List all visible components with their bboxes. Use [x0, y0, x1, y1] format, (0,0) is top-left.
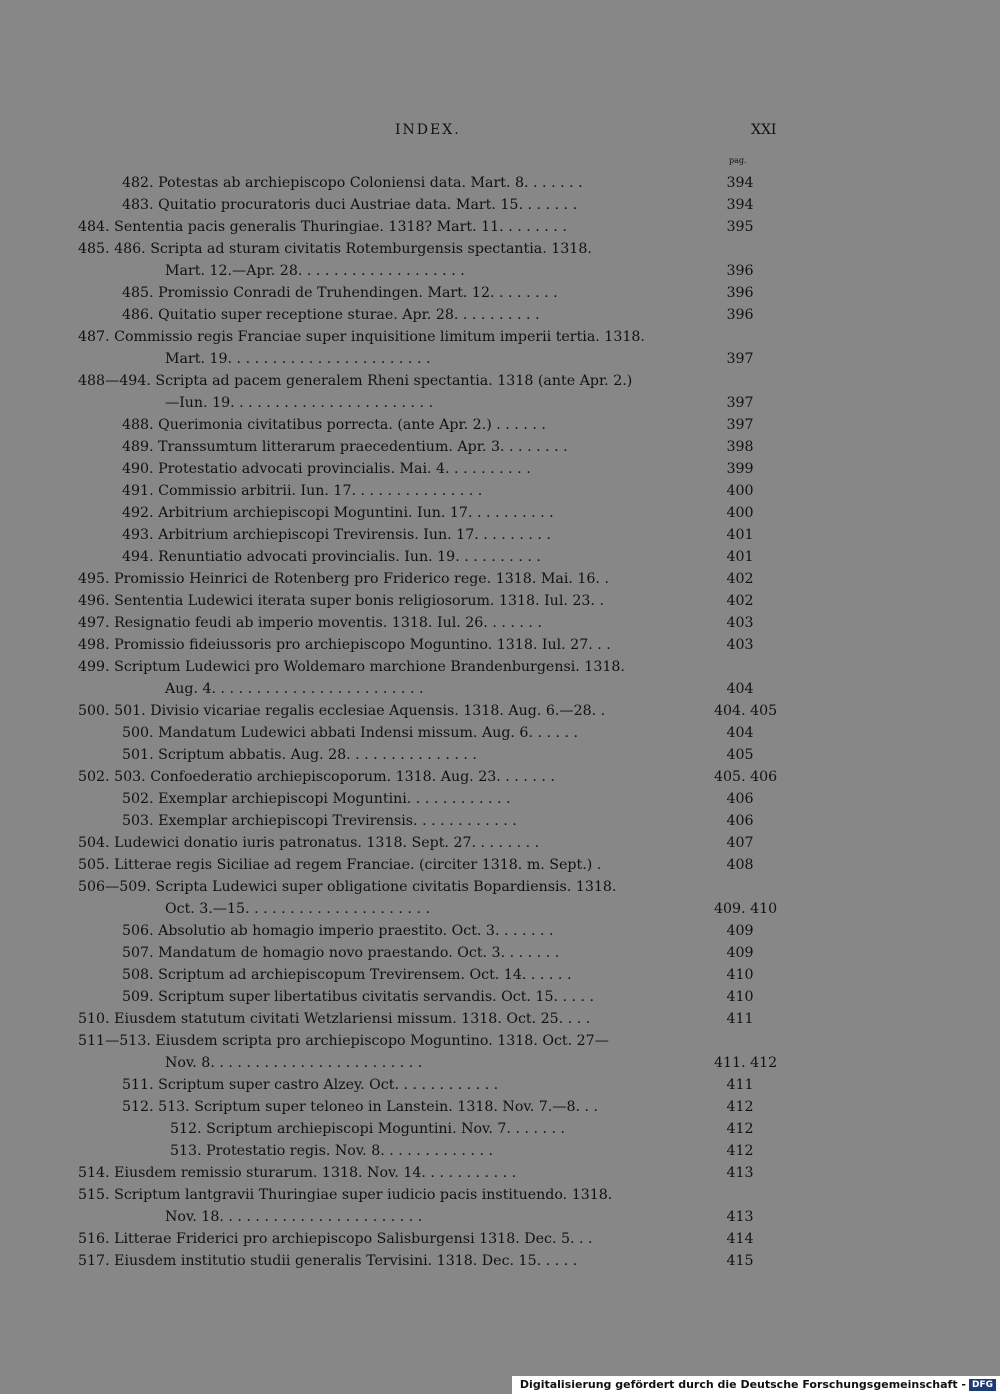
entry-page: 401	[726, 549, 754, 565]
entry-page: 412	[726, 1121, 754, 1137]
index-entry	[0, 1140, 1000, 1162]
index-entry	[0, 392, 1000, 414]
entry-text: 502. Exemplar archiepiscopi Moguntini. . . . . . . . . . . .	[122, 791, 511, 807]
entry-text: Aug. 4. . . . . . . . . . . . . . . . . . . . . . . .	[165, 681, 424, 697]
entry-page: 412	[726, 1099, 754, 1115]
entry-text: 499. Scriptum Ludewici pro Woldemaro marchione Brandenburgensi. 1318.	[78, 659, 625, 675]
entry-page: 401	[726, 527, 754, 543]
entry-page: 415	[726, 1253, 754, 1269]
index-entry	[0, 876, 1000, 898]
entry-text: 506—509. Scripta Ludewici super obligatione civitatis Bopardiensis. 1318.	[78, 879, 617, 895]
pag-column-label: pag.	[729, 156, 747, 165]
index-entry	[0, 986, 1000, 1008]
entry-text: 494. Renuntiatio advocati provincialis. Iun. 19. . . . . . . . . .	[122, 549, 541, 565]
entry-page: 402	[726, 571, 754, 587]
index-entry	[0, 348, 1000, 370]
index-entry	[0, 260, 1000, 282]
entry-text: 511. Scriptum super castro Alzey. Oct. . . . . . . . . . . .	[122, 1077, 499, 1093]
entry-page: 394	[726, 175, 754, 191]
entry-text: 510. Eiusdem statutum civitati Wetzlariensi missum. 1318. Oct. 25. . . .	[78, 1011, 591, 1027]
entry-page: 413	[726, 1165, 754, 1181]
index-entry	[0, 854, 1000, 876]
index-entry	[0, 282, 1000, 304]
entry-page: 405. 406	[714, 769, 778, 785]
entry-page: 414	[726, 1231, 754, 1247]
entry-text: 517. Eiusdem institutio studii generalis Tervisini. 1318. Dec. 15. . . . .	[78, 1253, 578, 1269]
entry-page: 413	[726, 1209, 754, 1225]
index-entry	[0, 920, 1000, 942]
index-entry	[0, 1074, 1000, 1096]
entry-text: 509. Scriptum super libertatibus civitatis servandis. Oct. 15. . . . .	[122, 989, 595, 1005]
entry-text: 491. Commissio arbitrii. Iun. 17. . . . . . . . . . . . . . .	[122, 483, 483, 499]
entry-text: 488—494. Scripta ad pacem generalem Rheni spectantia. 1318 (ante Apr. 2.)	[78, 373, 633, 389]
page-number: XXI	[751, 122, 777, 138]
entry-text: 514. Eiusdem remissio sturarum. 1318. Nov. 14. . . . . . . . . . .	[78, 1165, 517, 1181]
entry-page: 402	[726, 593, 754, 609]
entry-page: 412	[726, 1143, 754, 1159]
entry-text: 485. 486. Scripta ad sturam civitatis Rotemburgensis spectantia. 1318.	[78, 241, 592, 257]
entry-text: —Iun. 19. . . . . . . . . . . . . . . . . . . . . . .	[165, 395, 434, 411]
entry-page: 406	[726, 791, 754, 807]
entry-text: 506. Absolutio ab homagio imperio praestito. Oct. 3. . . . . . .	[122, 923, 554, 939]
entry-text: 483. Quitatio procuratoris duci Austriae data. Mart. 15. . . . . . .	[122, 197, 578, 213]
index-entry	[0, 414, 1000, 436]
entry-page: 395	[726, 219, 754, 235]
entry-text: 484. Sententia pacis generalis Thuringiae. 1318? Mart. 11. . . . . . . .	[78, 219, 567, 235]
entry-page: 396	[726, 263, 754, 279]
entry-text: 493. Arbitrium archiepiscopi Trevirensis. Iun. 17. . . . . . . . .	[122, 527, 551, 543]
index-entry	[0, 524, 1000, 546]
entry-text: 503. Exemplar archiepiscopi Trevirensis. . . . . . . . . . . .	[122, 813, 517, 829]
entry-text: 490. Protestatio advocati provincialis. Mai. 4. . . . . . . . . .	[122, 461, 531, 477]
entry-page: 411	[726, 1011, 754, 1027]
entry-text: Oct. 3.—15. . . . . . . . . . . . . . . . . . . . .	[165, 901, 430, 917]
entry-text: Nov. 8. . . . . . . . . . . . . . . . . . . . . . . .	[165, 1055, 423, 1071]
index-entry	[0, 304, 1000, 326]
entry-page: 404	[726, 725, 754, 741]
index-entry	[0, 1206, 1000, 1228]
entry-text: 512. 513. Scriptum super teloneo in Lanstein. 1318. Nov. 7.—8. . .	[122, 1099, 599, 1115]
index-entries	[0, 172, 1000, 1272]
index-entry	[0, 898, 1000, 920]
index-entry	[0, 590, 1000, 612]
entry-text: 516. Litterae Friderici pro archiepiscopo Salisburgensi 1318. Dec. 5. . .	[78, 1231, 593, 1247]
entry-page: 404	[726, 681, 754, 697]
index-entry	[0, 612, 1000, 634]
entry-text: 495. Promissio Heinrici de Rotenberg pro Friderico rege. 1318. Mai. 16. .	[78, 571, 609, 587]
entry-page: 400	[726, 483, 754, 499]
index-entry	[0, 172, 1000, 194]
entry-page: 400	[726, 505, 754, 521]
entry-text: 489. Transsumtum litterarum praecedentium. Apr. 3. . . . . . . .	[122, 439, 568, 455]
index-entry	[0, 436, 1000, 458]
entry-page: 411	[726, 1077, 754, 1093]
index-entry	[0, 216, 1000, 238]
entry-text: 513. Protestatio regis. Nov. 8. . . . . . . . . . . . .	[170, 1143, 493, 1159]
entry-page: 409. 410	[714, 901, 778, 917]
index-entry	[0, 942, 1000, 964]
index-entry	[0, 1030, 1000, 1052]
index-entry	[0, 370, 1000, 392]
index-entry	[0, 810, 1000, 832]
entry-text: 486. Quitatio super receptione sturae. Apr. 28. . . . . . . . . .	[122, 307, 540, 323]
entry-text: 502. 503. Confoederatio archiepiscoporum. 1318. Aug. 23. . . . . . .	[78, 769, 555, 785]
funding-footer	[512, 1376, 1000, 1394]
index-entry	[0, 238, 1000, 260]
index-entry	[0, 1250, 1000, 1272]
entry-page: 396	[726, 307, 754, 323]
index-entry	[0, 326, 1000, 348]
index-entry	[0, 656, 1000, 678]
index-entry	[0, 194, 1000, 216]
entry-text: 515. Scriptum lantgravii Thuringiae super iudicio pacis instituendo. 1318.	[78, 1187, 613, 1203]
footer-text: Digitalisierung gefördert durch die Deutsche Forschungsgemeinschaft -	[519, 1378, 966, 1391]
index-entry	[0, 722, 1000, 744]
entry-text: 507. Mandatum de homagio novo praestando. Oct. 3. . . . . . .	[122, 945, 560, 961]
index-entry	[0, 678, 1000, 700]
entry-page: 409	[726, 945, 754, 961]
dfg-logo-icon: DFG	[969, 1379, 996, 1391]
index-entry	[0, 744, 1000, 766]
index-entry	[0, 546, 1000, 568]
entry-page: 399	[726, 461, 754, 477]
index-entry	[0, 1184, 1000, 1206]
index-entry	[0, 1228, 1000, 1250]
entry-page: 405	[726, 747, 754, 763]
entry-text: 487. Commissio regis Franciae super inquisitione limitum imperii tertia. 1318.	[78, 329, 645, 345]
entry-text: 511—513. Eiusdem scripta pro archiepiscopo Moguntino. 1318. Oct. 27—	[78, 1033, 609, 1049]
entry-text: 504. Ludewici donatio iuris patronatus. 1318. Sept. 27. . . . . . . .	[78, 835, 540, 851]
entry-page: 397	[726, 395, 754, 411]
entry-page: 406	[726, 813, 754, 829]
entry-text: 497. Resignatio feudi ab imperio moventis. 1318. Iul. 26. . . . . . .	[78, 615, 542, 631]
entry-text: 512. Scriptum archiepiscopi Moguntini. Nov. 7. . . . . . .	[170, 1121, 566, 1137]
entry-text: 488. Querimonia civitatibus porrecta. (ante Apr. 2.) . . . . . .	[122, 417, 546, 433]
entry-page: 398	[726, 439, 754, 455]
entry-page: 403	[726, 637, 754, 653]
entry-page: 410	[726, 967, 754, 983]
entry-text: 496. Sententia Ludewici iterata super bonis religiosorum. 1318. Iul. 23. .	[78, 593, 604, 609]
entry-text: 492. Arbitrium archiepiscopi Moguntini. Iun. 17. . . . . . . . . .	[122, 505, 554, 521]
entry-text: 498. Promissio fideiussoris pro archiepiscopo Moguntino. 1318. Iul. 27. . .	[78, 637, 611, 653]
entry-page: 410	[726, 989, 754, 1005]
entry-page: 408	[726, 857, 754, 873]
index-entry	[0, 766, 1000, 788]
page-title: INDEX.	[395, 122, 461, 138]
entry-page: 407	[726, 835, 754, 851]
entry-text: 500. Mandatum Ludewici abbati Indensi missum. Aug. 6. . . . . .	[122, 725, 579, 741]
index-entry	[0, 634, 1000, 656]
index-entry	[0, 502, 1000, 524]
index-entry	[0, 1052, 1000, 1074]
entry-text: 485. Promissio Conradi de Truhendingen. Mart. 12. . . . . . . .	[122, 285, 558, 301]
index-entry	[0, 700, 1000, 722]
entry-text: Mart. 19. . . . . . . . . . . . . . . . . . . . . . .	[165, 351, 431, 367]
entry-page: 409	[726, 923, 754, 939]
entry-page: 394	[726, 197, 754, 213]
entry-page: 396	[726, 285, 754, 301]
entry-page: 397	[726, 417, 754, 433]
entry-text: Nov. 18. . . . . . . . . . . . . . . . . . . . . . .	[165, 1209, 423, 1225]
index-entry	[0, 458, 1000, 480]
index-entry	[0, 964, 1000, 986]
index-entry	[0, 832, 1000, 854]
index-entry	[0, 1118, 1000, 1140]
index-entry	[0, 568, 1000, 590]
entry-text: 508. Scriptum ad archiepiscopum Trevirensem. Oct. 14. . . . . .	[122, 967, 572, 983]
index-entry	[0, 480, 1000, 502]
entry-text: 501. Scriptum abbatis. Aug. 28. . . . . . . . . . . . . . .	[122, 747, 477, 763]
entry-page: 404. 405	[714, 703, 778, 719]
entry-page: 411. 412	[714, 1055, 778, 1071]
index-entry	[0, 1096, 1000, 1118]
entry-text: 505. Litterae regis Siciliae ad regem Franciae. (circiter 1318. m. Sept.) .	[78, 857, 602, 873]
entry-text: 482. Potestas ab archiepiscopo Coloniensi data. Mart. 8. . . . . . .	[122, 175, 583, 191]
entry-text: Mart. 12.—Apr. 28. . . . . . . . . . . . . . . . . . .	[165, 263, 465, 279]
index-entry	[0, 788, 1000, 810]
entry-page: 403	[726, 615, 754, 631]
index-entry	[0, 1008, 1000, 1030]
entry-page: 397	[726, 351, 754, 367]
entry-text: 500. 501. Divisio vicariae regalis ecclesiae Aquensis. 1318. Aug. 6.—28. .	[78, 703, 606, 719]
index-entry	[0, 1162, 1000, 1184]
